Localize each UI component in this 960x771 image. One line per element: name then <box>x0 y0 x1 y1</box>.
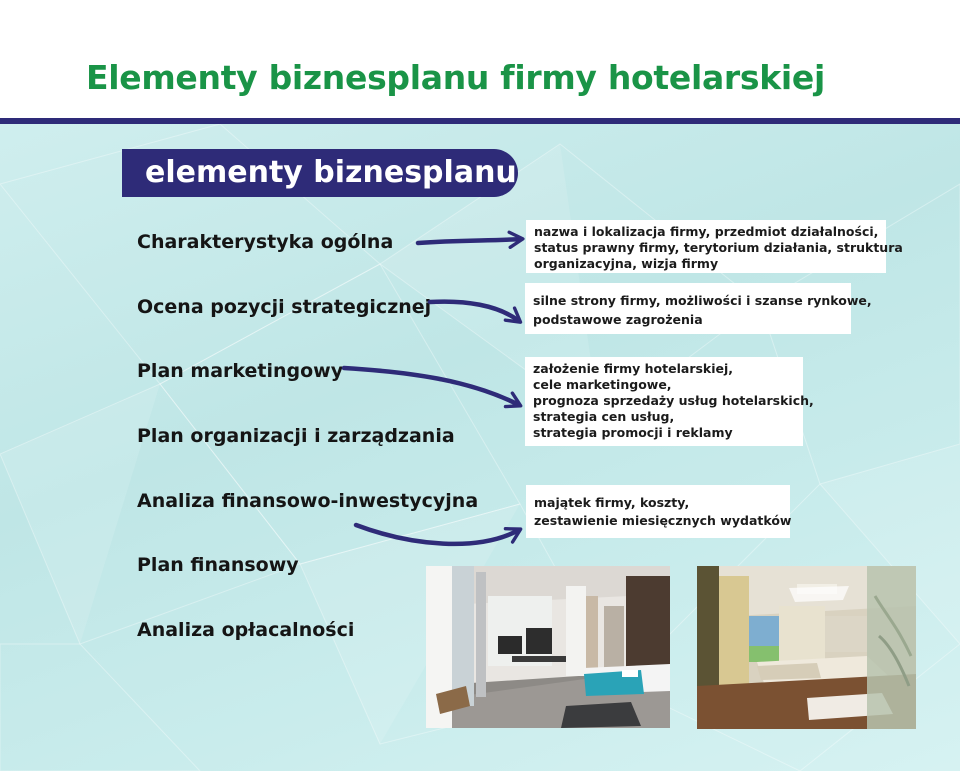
box-line: strategia promocji i reklamy <box>533 425 733 440</box>
item-analiza-finansowo-inwestycyjna: Analiza finansowo-inwestycyjna <box>137 490 479 512</box>
header <box>0 0 960 118</box>
box-general-characteristics <box>526 220 903 273</box>
box-line: organizacyjna, wizja firmy <box>534 256 719 271</box>
item-plan-finansowy: Plan finansowy <box>137 554 299 576</box>
item-analiza-oplacalnosci: Analiza opłacalności <box>137 619 355 641</box>
item-charakterystyka-ogolna: Charakterystyka ogólna <box>137 231 394 253</box>
box-line: majątek firmy, koszty, <box>534 495 690 510</box>
hotel-room-photo-2 <box>697 566 916 729</box>
item-plan-organizacji: Plan organizacji i zarządzania <box>137 425 455 447</box>
box-line: cele marketingowe, <box>533 377 672 392</box>
box-line: nazwa i lokalizacja firmy, przedmiot działalności, <box>534 224 879 239</box>
box-strategic-position <box>525 283 872 334</box>
box-line: strategia cen usług, <box>533 409 675 424</box>
item-ocena-pozycji-strategicznej: Ocena pozycji strategicznej <box>137 296 432 318</box>
box-line: silne strony firmy, możliwości i szanse rynkowe, <box>533 293 872 308</box>
item-plan-marketingowy: Plan marketingowy <box>137 360 344 382</box>
box-line: założenie firmy hotelarskiej, <box>533 361 734 376</box>
box-marketing-plan <box>525 357 814 446</box>
box-line: zestawienie miesięcznych wydatków <box>534 513 792 528</box>
box-line: prognoza sprzedaży usług hotelarskich, <box>533 393 814 408</box>
page-title: Elementy biznesplanu firmy hotelarskiej <box>86 58 826 97</box>
box-line: podstawowe zagrożenia <box>533 312 703 327</box>
section-label: elementy biznesplanu <box>122 149 518 197</box>
hotel-room-photo-1 <box>426 566 670 728</box>
box-financial-analysis <box>526 485 790 538</box>
box-line: status prawny firmy, terytorium działania, struktura <box>534 240 903 255</box>
